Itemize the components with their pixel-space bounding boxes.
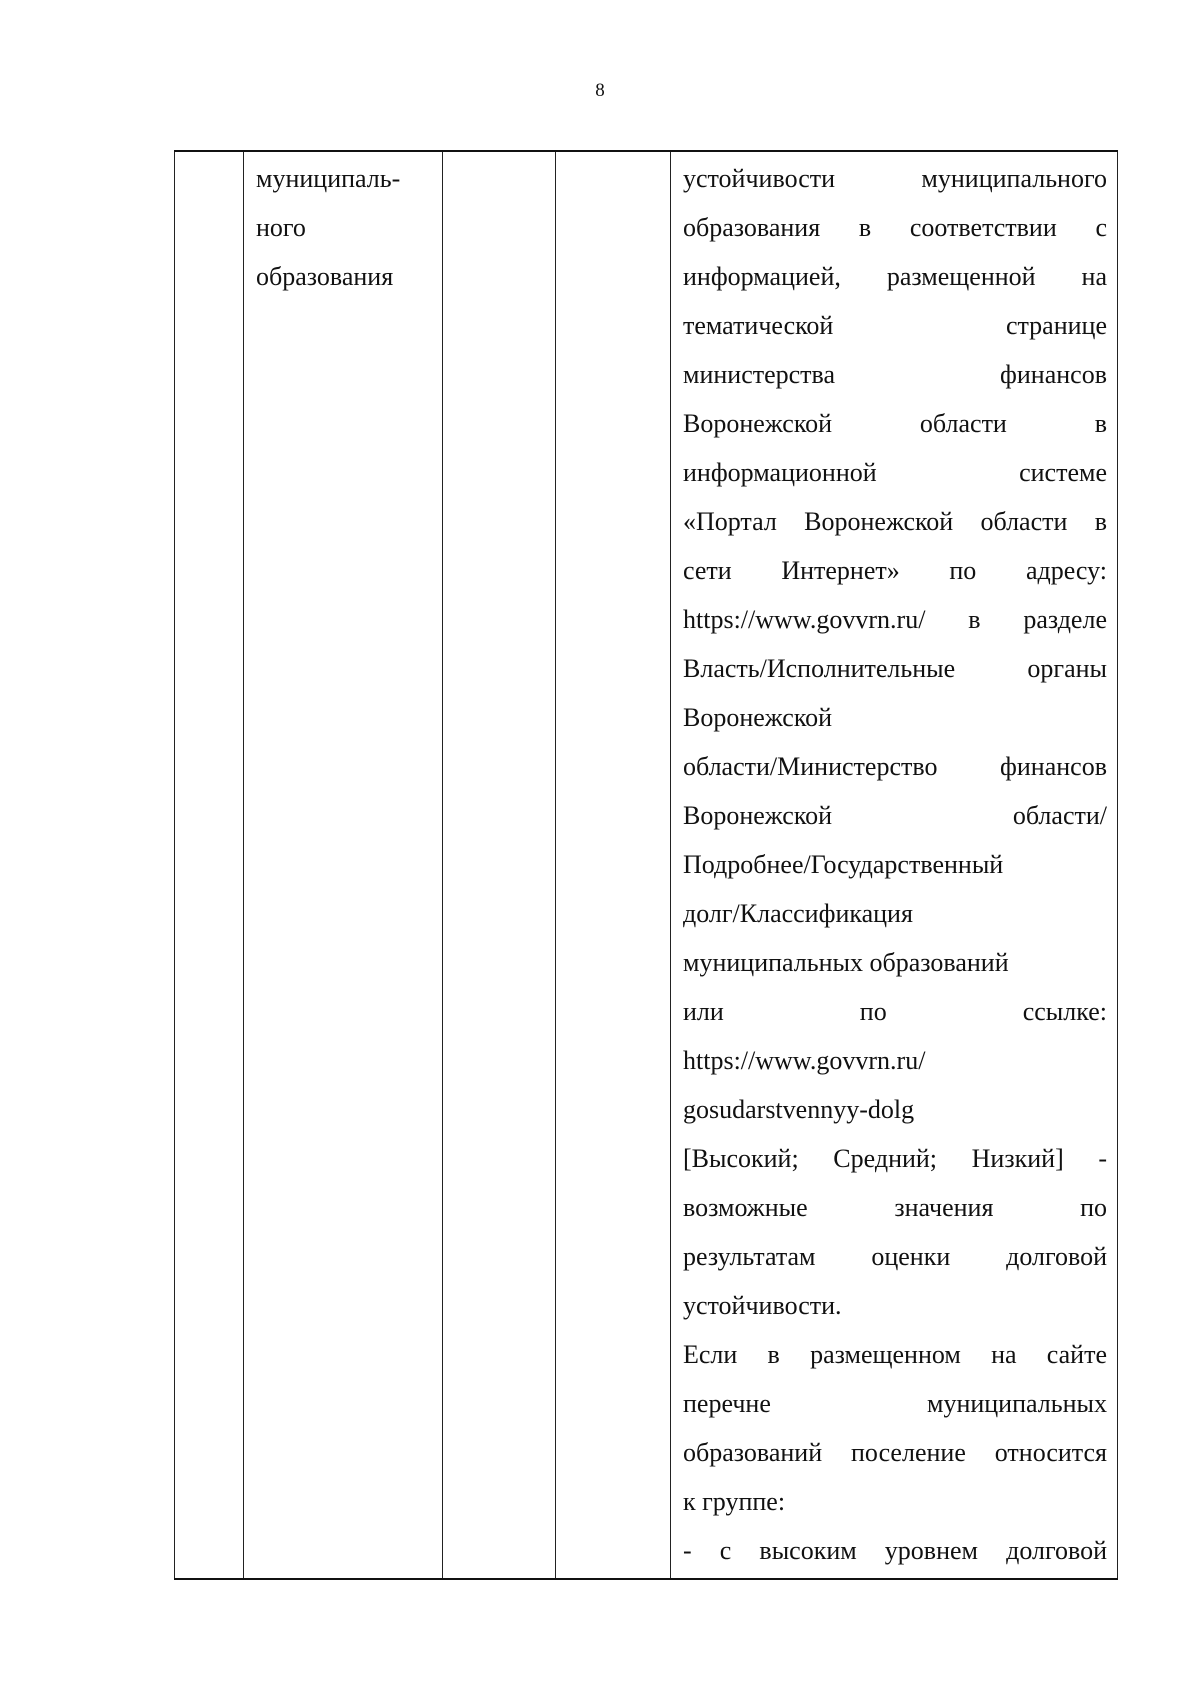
text-line: образования в соответствии с bbox=[683, 213, 1107, 242]
text-line: информационной системе bbox=[683, 458, 1107, 487]
text-line: Воронежской области в bbox=[683, 409, 1107, 438]
text-line: муниципаль- bbox=[256, 164, 401, 193]
text-line: министерства финансов bbox=[683, 360, 1107, 389]
text-line: Если в размещенном на сайте bbox=[683, 1340, 1107, 1369]
text-line: устойчивости муниципального bbox=[683, 164, 1107, 193]
text-line: к группе: bbox=[683, 1487, 786, 1516]
text-line: ного bbox=[256, 213, 306, 242]
text-line: образований поселение относится bbox=[683, 1438, 1107, 1467]
text-line: области/Министерство финансов bbox=[683, 752, 1107, 781]
text-line: Подробнее/Государственный bbox=[683, 850, 1004, 879]
description-text bbox=[671, 152, 1117, 1575]
table-cell-col-2 bbox=[244, 151, 443, 1579]
text-line: Воронежской bbox=[683, 703, 833, 732]
text-line: устойчивости. bbox=[683, 1291, 842, 1320]
text-line: Воронежской области/ bbox=[683, 801, 1107, 830]
text-line: https://www.govvrn.ru/ в разделе bbox=[683, 605, 1107, 634]
text-line: муниципальных образований bbox=[683, 948, 1009, 977]
text-line: возможные значения по bbox=[683, 1193, 1107, 1222]
text-line: «Портал Воронежской области в bbox=[683, 507, 1107, 536]
text-line: Власть/Исполнительные органы bbox=[683, 654, 1107, 683]
text-line: - с высоким уровнем долговой bbox=[683, 1536, 1107, 1565]
content-table bbox=[174, 150, 1118, 1580]
text-line: или по ссылке: bbox=[683, 997, 1107, 1026]
text-line: [Высокий; Средний; Низкий] - bbox=[683, 1144, 1107, 1173]
table-cell-col-1 bbox=[175, 151, 244, 1579]
text-line: тематической странице bbox=[683, 311, 1107, 340]
text-line: образования bbox=[256, 262, 394, 291]
table-cell-col-4 bbox=[556, 151, 671, 1579]
text-line: информацией, размещенной на bbox=[683, 262, 1107, 291]
text-line: https://www.govvrn.ru/ bbox=[683, 1046, 926, 1075]
table-row bbox=[175, 151, 1118, 1579]
text-line: gosudarstvennyy-dolg bbox=[683, 1095, 915, 1124]
text-line: долг/Классификация bbox=[683, 899, 913, 928]
table-cell-col-3 bbox=[443, 151, 556, 1579]
page-number: 8 bbox=[595, 80, 605, 101]
indicator-name-text bbox=[244, 152, 442, 301]
text-line: сети Интернет» по адресу: bbox=[683, 556, 1107, 585]
table-cell-col-5 bbox=[671, 151, 1118, 1579]
text-line: результатам оценки долговой bbox=[683, 1242, 1107, 1271]
text-line: перечне муниципальных bbox=[683, 1389, 1107, 1418]
